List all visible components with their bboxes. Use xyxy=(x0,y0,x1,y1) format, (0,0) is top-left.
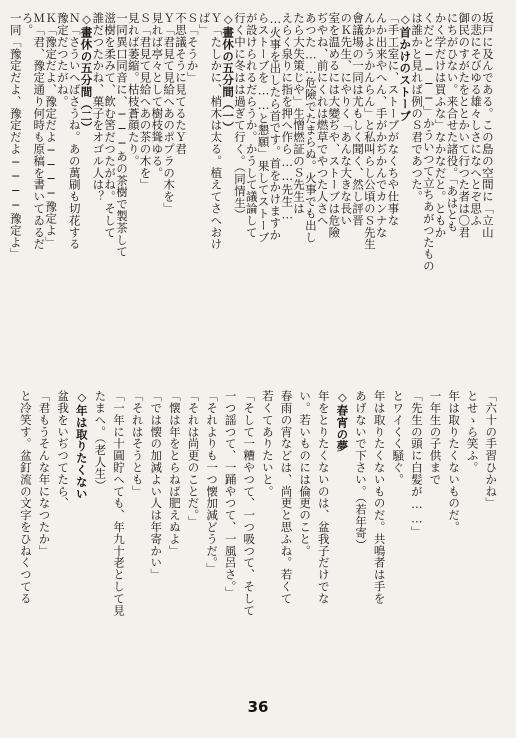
text-column: 御民のすがたをととかいて行つた者は〇君 xyxy=(457,12,472,239)
text-column: んか出来やへん、手がかぢかんでカンナな xyxy=(374,12,389,239)
text-column: 一同「豫定だよ、豫定だよ────豫定よ」 xyxy=(8,12,23,260)
text-column: …火事を出したら首です。首をかけますか xyxy=(268,12,283,241)
text-column: 年は取りたくないものだ。 xyxy=(447,390,462,533)
text-column: 「それはそうとも」 xyxy=(130,390,145,498)
text-column: 一同異口同音に、───あの茶樹で製茶して xyxy=(114,12,129,258)
text-column: んかようかんらん」と私叫らし公頃のＳ先生 xyxy=(362,12,377,250)
text-column: Ｎ「さういへばさうね。あの萬刷も切花する xyxy=(67,12,82,250)
text-column: とせゝら笑ふ。 xyxy=(465,390,480,474)
text-column: 會議場の一同は尤もしく聞く、然し評晋 xyxy=(351,12,366,227)
text-column: 年をとりたくないのは、盆我子だけでな xyxy=(316,390,331,605)
text-column: 「君もうそんな年になつたか」 xyxy=(37,390,52,557)
text-column: Ｓ「君見て見給へあの茶の木を」 xyxy=(138,12,153,191)
text-column: とワイくく騒ぐ。 xyxy=(391,390,406,486)
section-heading: ◇畫休の五分間（二） xyxy=(79,12,94,134)
text-column: が設けられるだらうか。かうして議論して xyxy=(244,12,259,239)
text-column: のＫ先生、にやりく「あんな大きな長い xyxy=(339,12,354,227)
text-column: 盆我をいぢつてたら、 xyxy=(56,390,71,509)
text-column: 「手工室に、ストーブがなくちや仕事な xyxy=(386,12,401,227)
text-column: Ｙ「たしかに、梢木は太る。植えてさへおけ xyxy=(209,12,224,250)
text-column: 「それは尚更のことだ。」 xyxy=(186,390,201,528)
section-heading: ◇年は取りたくない xyxy=(74,390,89,500)
text-column: 行く中に冬はは過ぎて行く。（同情生） xyxy=(232,12,247,221)
text-column: らストーブを……と懇願」果してストーブ xyxy=(256,12,271,244)
text-column: くだと────」かういつて立ちあがつたもの xyxy=(421,12,436,272)
text-column: 不思議そうに見てるたＹ君 xyxy=(173,12,188,155)
text-column: 見れば亭々として樹枝聳ゆる。 xyxy=(150,12,165,179)
text-column: 坂戸に及んである。この島の空間に「立山 xyxy=(480,12,495,239)
text-column: ぢやね、前にくれは燃草でやつた人さへ xyxy=(315,12,330,227)
text-column: ば」 xyxy=(197,12,212,36)
text-column: たら大失策じや」生憎燃証のＳ先生は xyxy=(292,12,307,215)
text-column: 一つ謡つて、一踊やつて、一風呂さ。」 xyxy=(223,390,238,599)
text-column: 誰だつたかね、菓子をオゴル人は？ xyxy=(91,12,106,203)
text-column: Ｙ「君見て見給へあのポプラの木を」 xyxy=(162,12,177,215)
text-column: 室を温めるには大變ぢや、ストーブは危險 xyxy=(327,12,342,239)
text-column: の悲にそびゆる雄々しさになへとぞ思ふ xyxy=(469,12,484,227)
text-column: 一年生の子供まで xyxy=(428,390,443,486)
text-column: と冷笑す。盆釘流の文字をひねくつてる xyxy=(18,390,33,605)
text-column: えらく泉りに指を押へ作ら……先生… xyxy=(280,12,295,222)
text-column: あつた……危險でたまらぬ。火事でも出し xyxy=(303,12,318,244)
text-column: Ｓ「そうか」 xyxy=(185,12,200,84)
text-column: 「先生の頭に白髪が……」 xyxy=(409,390,424,538)
text-column: 「一年に十圓貯へても、年九十老として見 xyxy=(111,390,126,617)
page-number: 36 xyxy=(247,698,269,716)
text-column: 見れば萎縮。枯枝蒼顔たり。 xyxy=(126,12,141,167)
text-column: 「懐は年をとらねば肥えぬよ」 xyxy=(167,390,182,557)
text-column: 「それよりも一つ懐加減どうだ。」 xyxy=(205,390,220,575)
text-column: 滋樹を柔みて、飲む筈だつたがね。そして xyxy=(103,12,118,239)
section-heading: ◇首かけのストーブ xyxy=(398,12,413,122)
text-column: 若くてありたいと。 xyxy=(260,390,275,498)
text-column: 春雨の宵などは、尚更と思ふね。若くて xyxy=(279,390,294,605)
text-column: 「そして一糟やつて、一つ吸つて、そして xyxy=(242,390,257,617)
text-column: ろ。 xyxy=(20,12,35,36)
text-column: 豫定だつたがね。 xyxy=(55,12,70,108)
text-column: Ｍ「君、豫定通り何時も原稿を書いてゐるだ xyxy=(32,12,47,250)
text-column: 「六十の手習ひかね」 xyxy=(484,390,499,509)
section-heading: ◇畫休の五分間（一） xyxy=(221,12,236,134)
text-column: たまへ。（老人生） xyxy=(93,390,108,492)
text-column: あげないで下さい。（若年寄） xyxy=(353,390,368,551)
text-column: い。若いものには倫更のこと。 xyxy=(298,390,313,557)
text-column: 「では懐の加減よい人は年寄かい」 xyxy=(149,390,164,581)
text-column: にちがひない。来合せた諸役。「あはとも xyxy=(445,12,460,233)
text-column: 年は取りたくないものだ。共鳴者は手を xyxy=(372,390,387,605)
text-column: Ｋ「豫定だよ、豫定だよ────豫定よ」 xyxy=(44,12,59,249)
text-column: かく学だけは買ふな」なかなだと。ともか xyxy=(433,12,448,239)
section-heading: ◇春宵の夢 xyxy=(335,390,350,452)
text-column: は誰かと見れば例のＳ君であつた。 xyxy=(410,12,425,203)
